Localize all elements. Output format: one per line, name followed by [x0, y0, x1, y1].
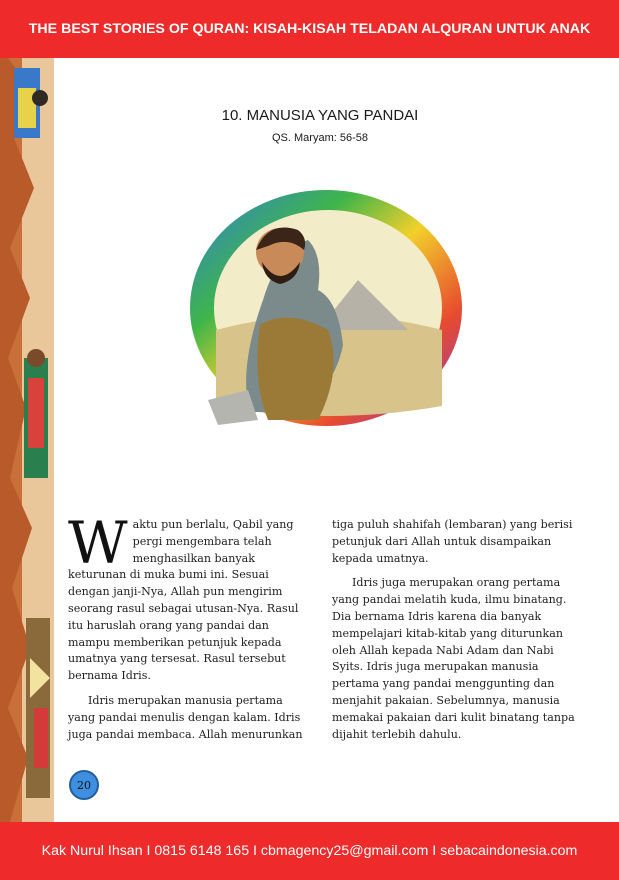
story-title: 10. MANUSIA YANG PANDAI — [221, 107, 419, 124]
text-column-left — [68, 509, 311, 751]
footer-banner: Kak Nurul Ihsan I 0815 6148 165 I cbmagency25@gmail.com I sebacaindonesia.com — [0, 822, 619, 880]
paragraph-shahifah: tiga puluh shahifah (lembaran) yang berisi petunjuk dari Allah untuk disampaikan kepada umatnya. — [332, 518, 573, 565]
prophet-idris-illustration — [168, 180, 468, 452]
page-number-badge: 20 — [69, 770, 99, 800]
header-banner: THE BEST STORIES OF QURAN: KISAH-KISAH TELADAN ALQURAN UNTUK ANAK — [0, 0, 619, 58]
paragraph-skills: Idris juga merupakan orang pertama yang pandai melatih kuda, ilmu binatang. Dia bernama Idris karena dia banyak mempelajari kitab-kitab yang diturunkan oleh Allah kepada Nabi Adam dan Nabi Syits. Idris juga merupakan manusia pertama yang pandai menggunting dan menjahit pakaian. Sebelumnya, manusia memakai pakaian dari kulit binatang tanpa dijahit terlebih dahulu. — [332, 576, 575, 741]
story-reference: QS. Maryam: 56-58 — [272, 132, 368, 144]
text-column-right — [332, 517, 575, 751]
drop-cap: W — [68, 509, 128, 577]
paragraph-intro: aktu pun berlalu, Qabil yang pergi mengembara telah menghasilkan banyak keturunan di muka bumi ini. Sesuai dengan janji-Nya, Allah pun mengirim seorang rasul sebagai utusan-Nya. Rasul itu haruslah orang yang pandai dan mampu memberikan petunjuk kepada umatnya yang tersesat. Rasul tersebut bernama Idris. — [68, 518, 299, 683]
paragraph-writing: Idris merupakan manusia pertama yang pandai menulis dengan kalam. Idris juga pandai membaca. Allah menurunkan — [68, 693, 303, 741]
side-decoration-illustration — [0, 58, 54, 822]
